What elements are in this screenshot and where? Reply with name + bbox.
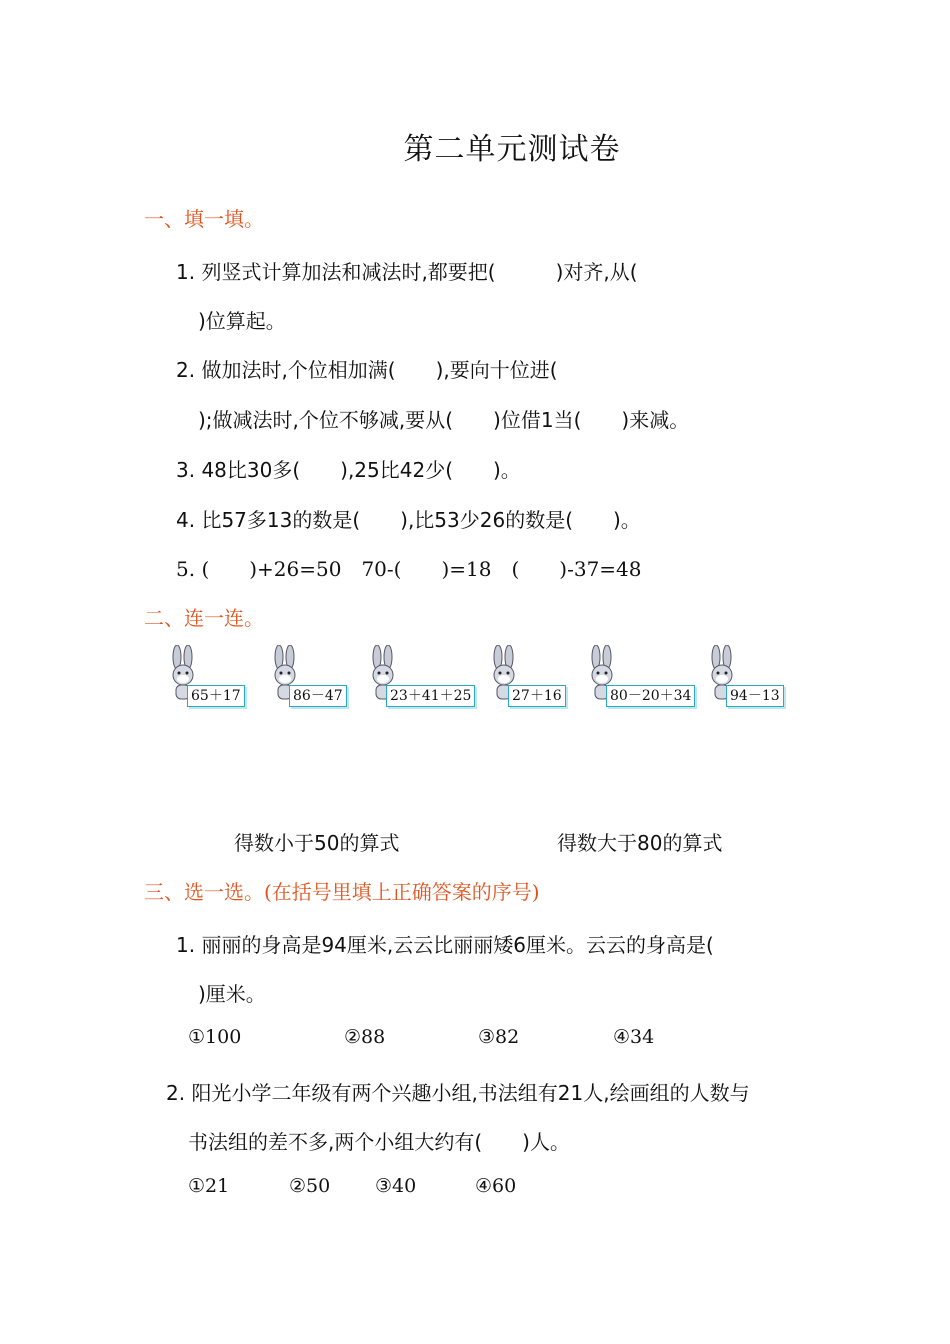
choice-q1-option-1[interactable]: ①100	[188, 1026, 242, 1048]
choice-q1-option-2[interactable]: ②88	[344, 1026, 386, 1048]
choice-q1-option-3[interactable]: ③82	[478, 1026, 520, 1048]
section3-heading: 三、选一选。(在括号里填上正确答案的序号)	[144, 880, 540, 904]
expression-card[interactable]: 27＋16	[508, 685, 566, 707]
fill-question-1-line1: 1. 列竖式计算加法和减法时,都要把( )对齐,从(	[176, 260, 638, 284]
choice-q2-option-2[interactable]: ②50	[289, 1175, 331, 1197]
choice-question-1-line1: 1. 丽丽的身高是94厘米,云云比丽丽矮6厘米。云云的身高是(	[176, 933, 714, 957]
expression-card[interactable]: 23＋41＋25	[386, 685, 475, 707]
choice-q2-option-3[interactable]: ③40	[375, 1175, 417, 1197]
fill-question-1-line2: )位算起。	[198, 309, 286, 333]
fill-question-5: 5. ( )+26=50 70-( )=18 ( )-37=48	[176, 557, 642, 581]
page-title: 第二单元测试卷	[403, 132, 621, 167]
target-less-than-50[interactable]: 得数小于50的算式	[234, 831, 400, 855]
choice-question-1-line2: )厘米。	[198, 982, 266, 1006]
choice-question-2-line1: 2. 阳光小学二年级有两个兴趣小组,书法组有21人,绘画组的人数与	[166, 1081, 750, 1105]
fill-question-2-line2: );做减法时,个位不够减,要从( )位借1当( )来减。	[198, 408, 690, 432]
choice-q2-option-1[interactable]: ①21	[188, 1175, 230, 1197]
expression-card[interactable]: 86－47	[289, 685, 347, 707]
fill-question-4: 4. 比57多13的数是( ),比53少26的数是( )。	[176, 508, 641, 532]
choice-question-2-line2: 书法组的差不多,两个小组大约有( )人。	[188, 1130, 570, 1154]
section1-heading: 一、填一填。	[144, 207, 264, 231]
fill-question-3: 3. 48比30多( ),25比42少( )。	[176, 458, 521, 482]
expression-card[interactable]: 94－13	[726, 685, 784, 707]
fill-question-2-line1: 2. 做加法时,个位相加满( ),要向十位进(	[176, 358, 558, 382]
section2-heading: 二、连一连。	[144, 606, 264, 630]
expression-card[interactable]: 65＋17	[187, 685, 245, 707]
target-greater-than-80[interactable]: 得数大于80的算式	[557, 831, 723, 855]
expression-card[interactable]: 80－20＋34	[606, 685, 695, 707]
choice-q2-option-4[interactable]: ④60	[475, 1175, 517, 1197]
choice-q1-option-4[interactable]: ④34	[613, 1026, 655, 1048]
